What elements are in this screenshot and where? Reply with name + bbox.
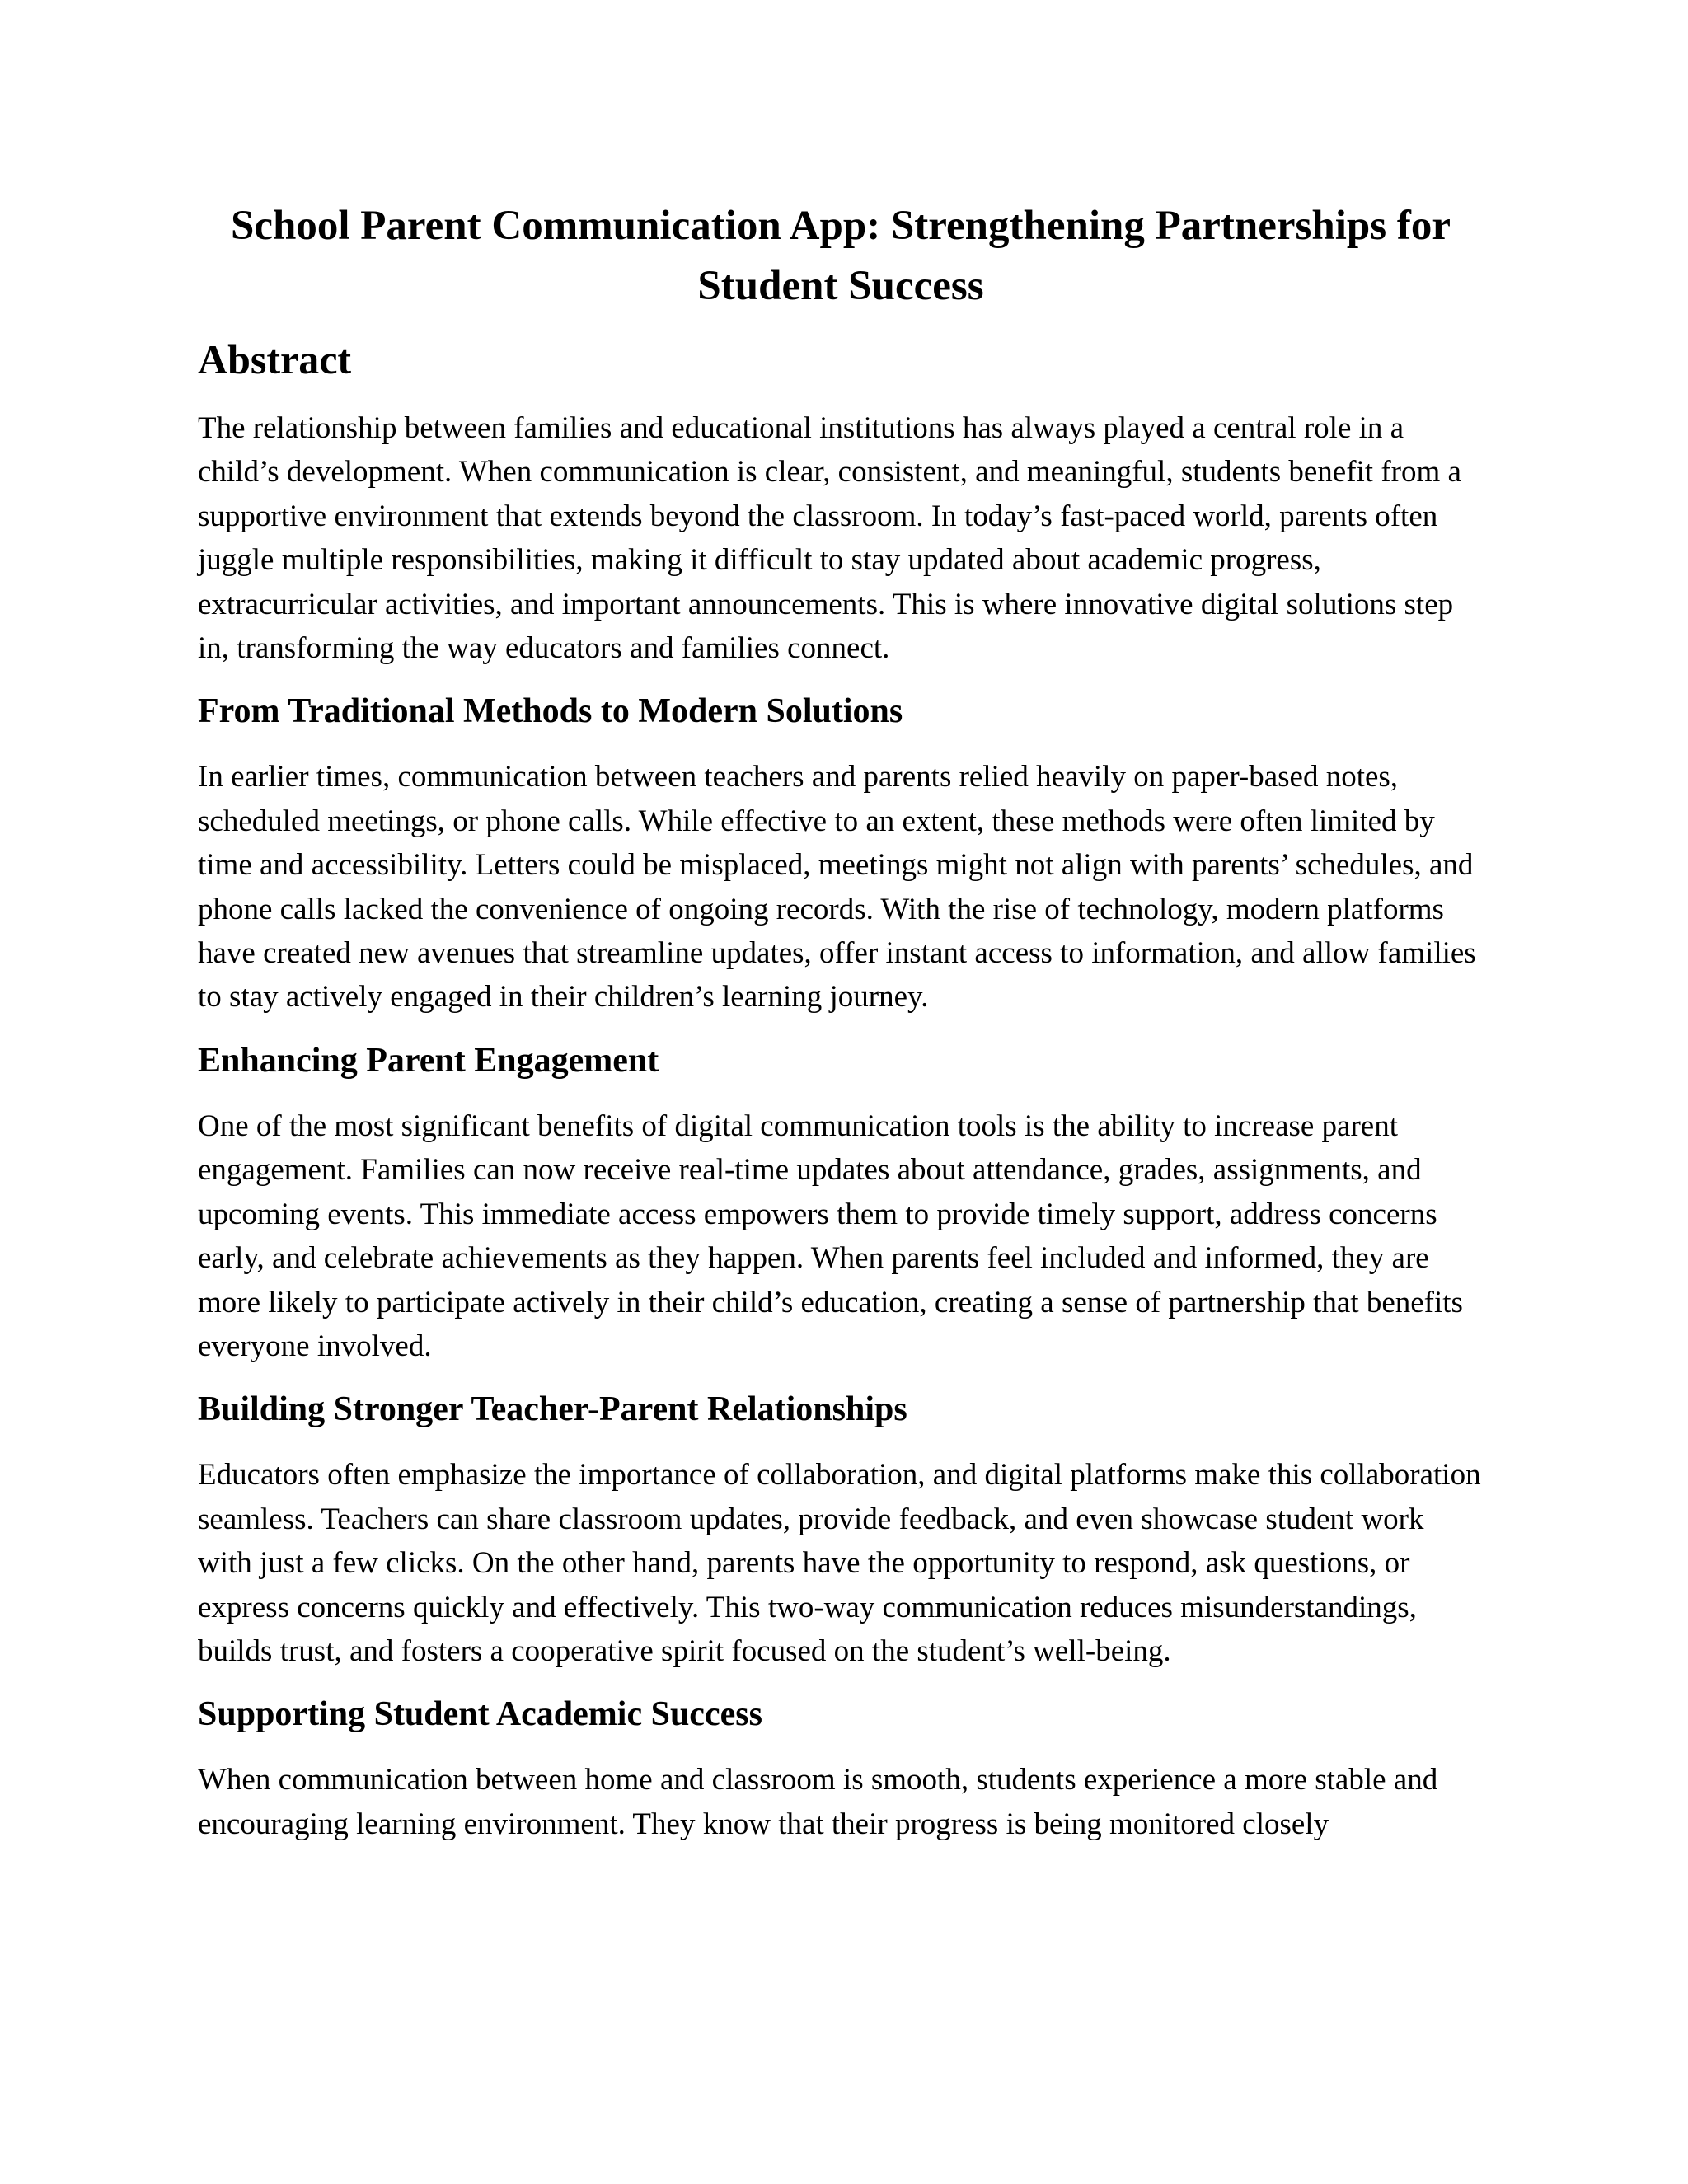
document-title: School Parent Communication App: Strengthening Partnerships for Student Success: [230, 203, 1451, 309]
document-page: [198, 196, 1484, 1846]
section-heading-parent-engagement: Enhancing Parent Engagement: [198, 1041, 659, 1080]
section-heading-traditional-methods: From Traditional Methods to Modern Solutions: [198, 692, 903, 731]
section-body-abstract: The relationship between families and educational institutions has always played a central role in a child’s development. When communication is clear, consistent, and meaningful, students benefit from a supportive environment that extends beyond the classroom. In today’s fast-paced world, parents often juggle multiple responsibilities, making it difficult to stay updated about academic progress, extracurricular activities, and important announcements. This is where innovative digital solutions step in, transforming the way educators and families connect.: [198, 411, 1461, 666]
section-body-teacher-parent-relationships: Educators often emphasize the importance of collaboration, and digital platforms make this collaboration seamless. Teachers can share classroom updates, provide feedback, and even showcase student work with just a few clicks. On the other hand, parents have the opportunity to respond, ask questions, or express concerns quickly and effectively. This two-way communication reduces misunderstandings, builds trust, and fosters a cooperative spirit focused on the student’s well-being.: [198, 1458, 1481, 1668]
section-body-traditional-methods: In earlier times, communication between teachers and parents relied heavily on paper-based notes, scheduled meetings, or phone calls. While effective to an extent, these methods were often limited by time and accessibility. Letters could be misplaced, meetings might not align with parents’ schedules, and phone calls lacked the convenience of ongoing records. With the rise of technology, modern platforms have created new avenues that streamline updates, offer instant access to information, and allow families to stay actively engaged in their children’s learning journey.: [198, 760, 1476, 1015]
section-body-parent-engagement: One of the most significant benefits of digital communication tools is the ability to increase parent engagement. Families can now receive real-time updates about attendance, grades, assignments, and upcoming events. This immediate access empowers them to provide timely support, address concerns early, and celebrate achievements as they happen. When parents feel included and informed, they are more likely to participate actively in their child’s education, creating a sense of partnership that benefits everyone involved.: [198, 1108, 1463, 1363]
section-heading-abstract: Abstract: [198, 336, 352, 382]
section-heading-academic-success: Supporting Student Academic Success: [198, 1695, 762, 1734]
section-heading-teacher-parent-relationships: Building Stronger Teacher-Parent Relationships: [198, 1390, 907, 1429]
section-body-academic-success: When communication between home and classroom is smooth, students experience a more stable and encouraging learning environment. They know that their progress is being monitored closely: [198, 1763, 1438, 1841]
